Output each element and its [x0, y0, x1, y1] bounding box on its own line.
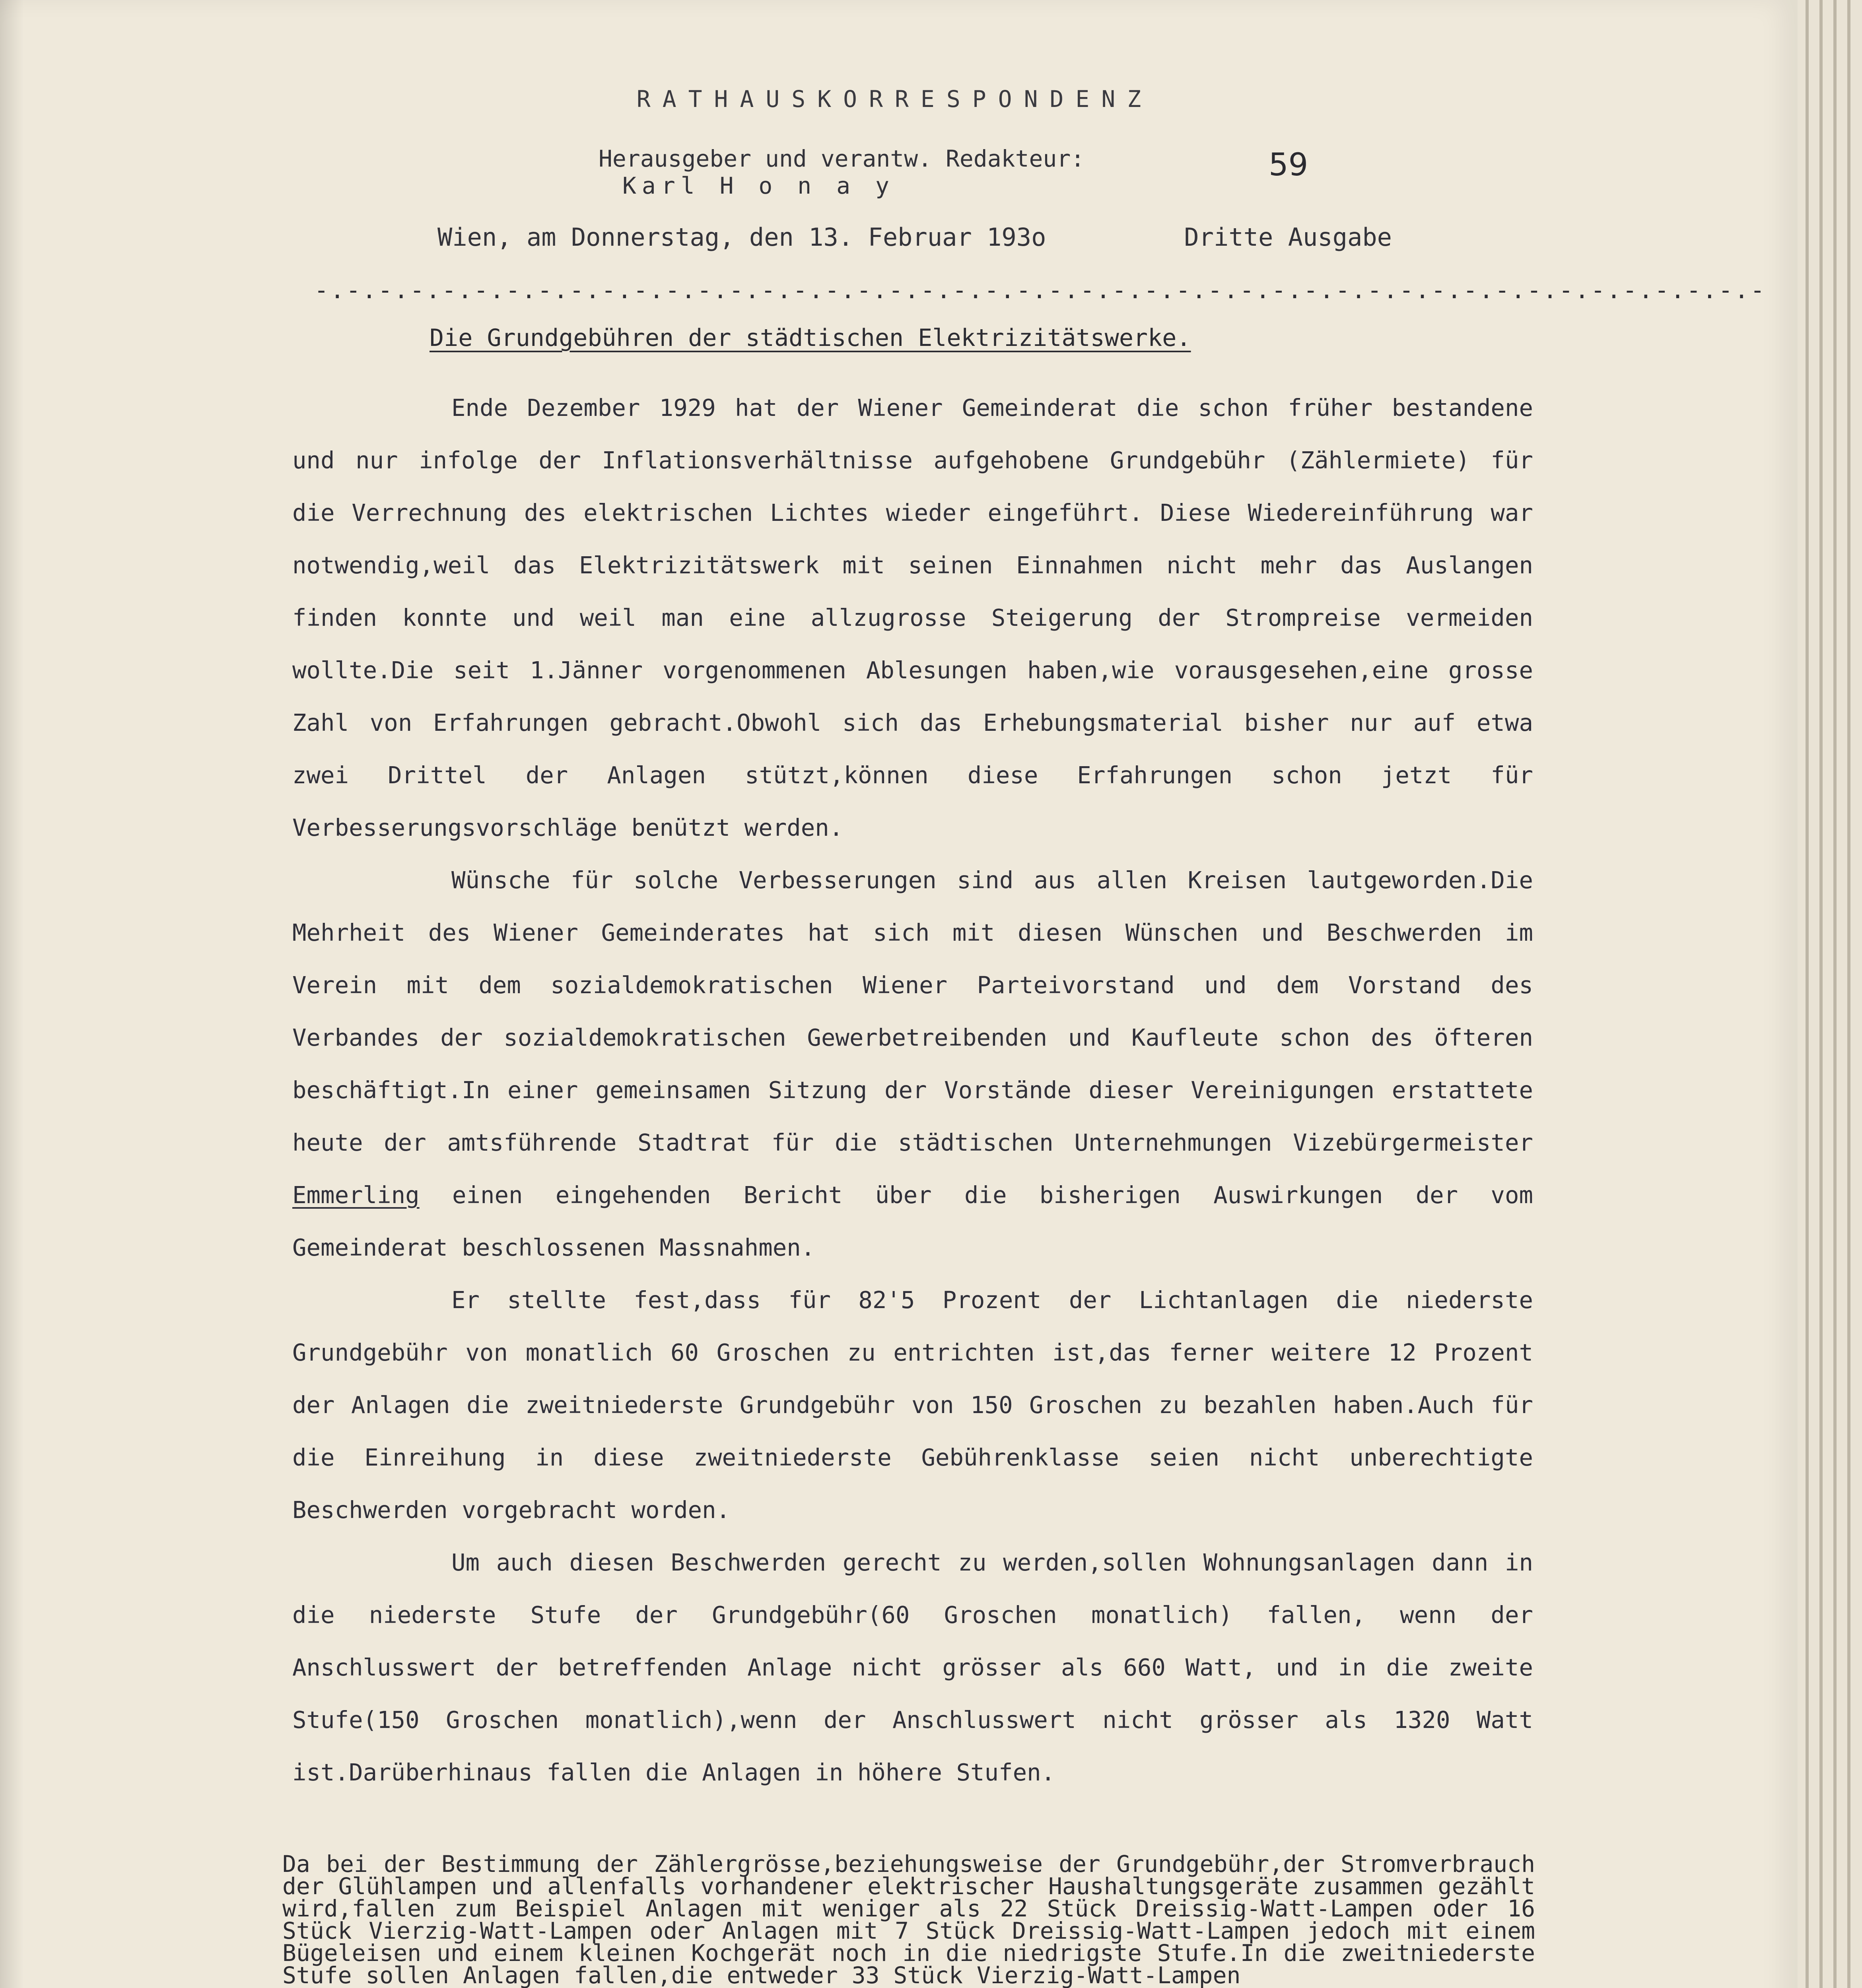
edition-text: Dritte Ausgabe — [1184, 223, 1392, 252]
article-headline: Die Grundgebühren der städtischen Elektrizitätswerke. — [430, 324, 1191, 352]
paragraph-text: einen eingehenden Bericht über die bisherigen Auswirkungen der vom Gemeinderat beschlossenen Massnahmen. — [292, 1181, 1533, 1261]
underlined-name: Emmerling — [292, 1181, 420, 1209]
separator-rule: -.-.-.-.-.-.-.-.-.-.-.-.-.-.-.-.-.-.-.-.-.-.-.-.-.-.-.-.-.-.-.-.-.-.-.-.-.-.-.-.-.-.-.-.-.- — [314, 276, 1767, 304]
editor-block — [599, 145, 1195, 199]
article-body — [292, 382, 1533, 1799]
editor-name: Karl H o n a y — [622, 172, 895, 199]
paragraph-text: Um auch diesen Beschwerden gerecht zu werden,sollen Wohnungsanlagen dann in die niederste Stufe der Grundgebühr(60 Groschen monatlich) fallen, wenn der Anschlusswert der betreffenden Anlage nicht grösser als 660 Watt, und in die zweite Stufe(150 Groschen monatlich),wenn der Anschlusswert nicht grösser als 1320 Watt ist.Darüberhinaus fallen die Anlagen in höhere Stufen. — [292, 1549, 1533, 1786]
paragraph-4 — [292, 1536, 1533, 1799]
small-type-paragraph: Da bei der Bestimmung der Zählergrösse,beziehungsweise der Grundgebühr,der Stromverbrauch der Glühlampen und allenfalls vorhandener elektrischer Haushaltungsgeräte zusammen gezählt wird,fallen zum Beispiel Anlagen mit weniger als 22 Stück Dreissig-Watt-Lampen oder 16 Stück Vierzig-Watt-Lampen oder Anlagen mit 7 Stück Dreissig-Watt-Lampen jedoch mit einem Bügeleisen und einem kleinen Kochgerät noch in die niedrigste Stufe.In die zweitniederste Stufe sollen Anlagen fallen,die entweder 33 Stück Vierzig-Watt-Lampen — [282, 1850, 1535, 1988]
date-text: Wien, am Donnerstag, den 13. Februar 193o — [437, 223, 1046, 252]
paragraph-2 — [292, 854, 1533, 1274]
paragraph-3 — [292, 1274, 1533, 1536]
dateline — [437, 223, 1392, 252]
masthead: RATHAUSKORRESPONDENZ — [636, 85, 1153, 113]
page-edge — [1833, 0, 1837, 1988]
paragraph-text: Ende Dezember 1929 hat der Wiener Gemeinderat die schon früher bestandene und nur infolge der Inflationsverhältnisse aufgehobene Grundgebühr (Zählermiete) für die Verrechnung des elektrischen Lichtes wieder eingeführt. Diese Wiedereinführung war notwendig,weil das Elektrizitätswerk mit seinen Einnahmen nicht mehr das Auslangen finden konnte und weil man eine allzugrosse Steigerung der Strompreise vermeiden wollte.Die seit 1.Jänner vorgenommenen Ablesungen haben,wie vorausgesehen,eine grosse Zahl von Erfahrungen gebracht.Obwohl sich das Erhebungsmaterial bisher nur auf etwa zwei Drittel der Anlagen stützt,können diese Erfahrungen schon jetzt für Verbesserungsvorschläge benützt werden. — [292, 394, 1533, 841]
paragraph-1 — [292, 382, 1533, 854]
binding-shadow — [0, 0, 24, 1988]
page-number: 59 — [1269, 147, 1308, 183]
paragraph-text: Wünsche für solche Verbesserungen sind aus allen Kreisen lautgeworden.Die Mehrheit des Wiener Gemeinderates hat sich mit diesen Wünschen und Beschwerden im Verein mit dem sozialdemokratischen Wiener Parteivorstand und dem Vorstand des Verbandes der sozialdemokratischen Gewerbetreibenden und Kaufleute schon des öfteren beschäftigt.In einer gemeinsamen Sitzung der Vorstände dieser Vereinigungen erstattete heute der amtsführende Stadtrat für die städtischen Unternehmungen Vizebürgermeister — [292, 866, 1533, 1156]
page-edge — [1806, 0, 1809, 1988]
paragraph-text: Er stellte fest,dass für 82'5 Prozent der Lichtanlagen die niederste Grundgebühr von monatlich 60 Groschen zu entrichten ist,das ferner weitere 12 Prozent der Anlagen die zweitniederste Grundgebühr von 150 Groschen zu bezahlen haben.Auch für die Einreihung in diese zweitniederste Gebührenklasse seien nicht unberechtigte Beschwerden vorgebracht worden. — [292, 1286, 1533, 1524]
page-edge — [1819, 0, 1823, 1988]
page-edge — [1847, 0, 1850, 1988]
editor-line: Herausgeber und verantw. Redakteur: — [599, 145, 1085, 172]
